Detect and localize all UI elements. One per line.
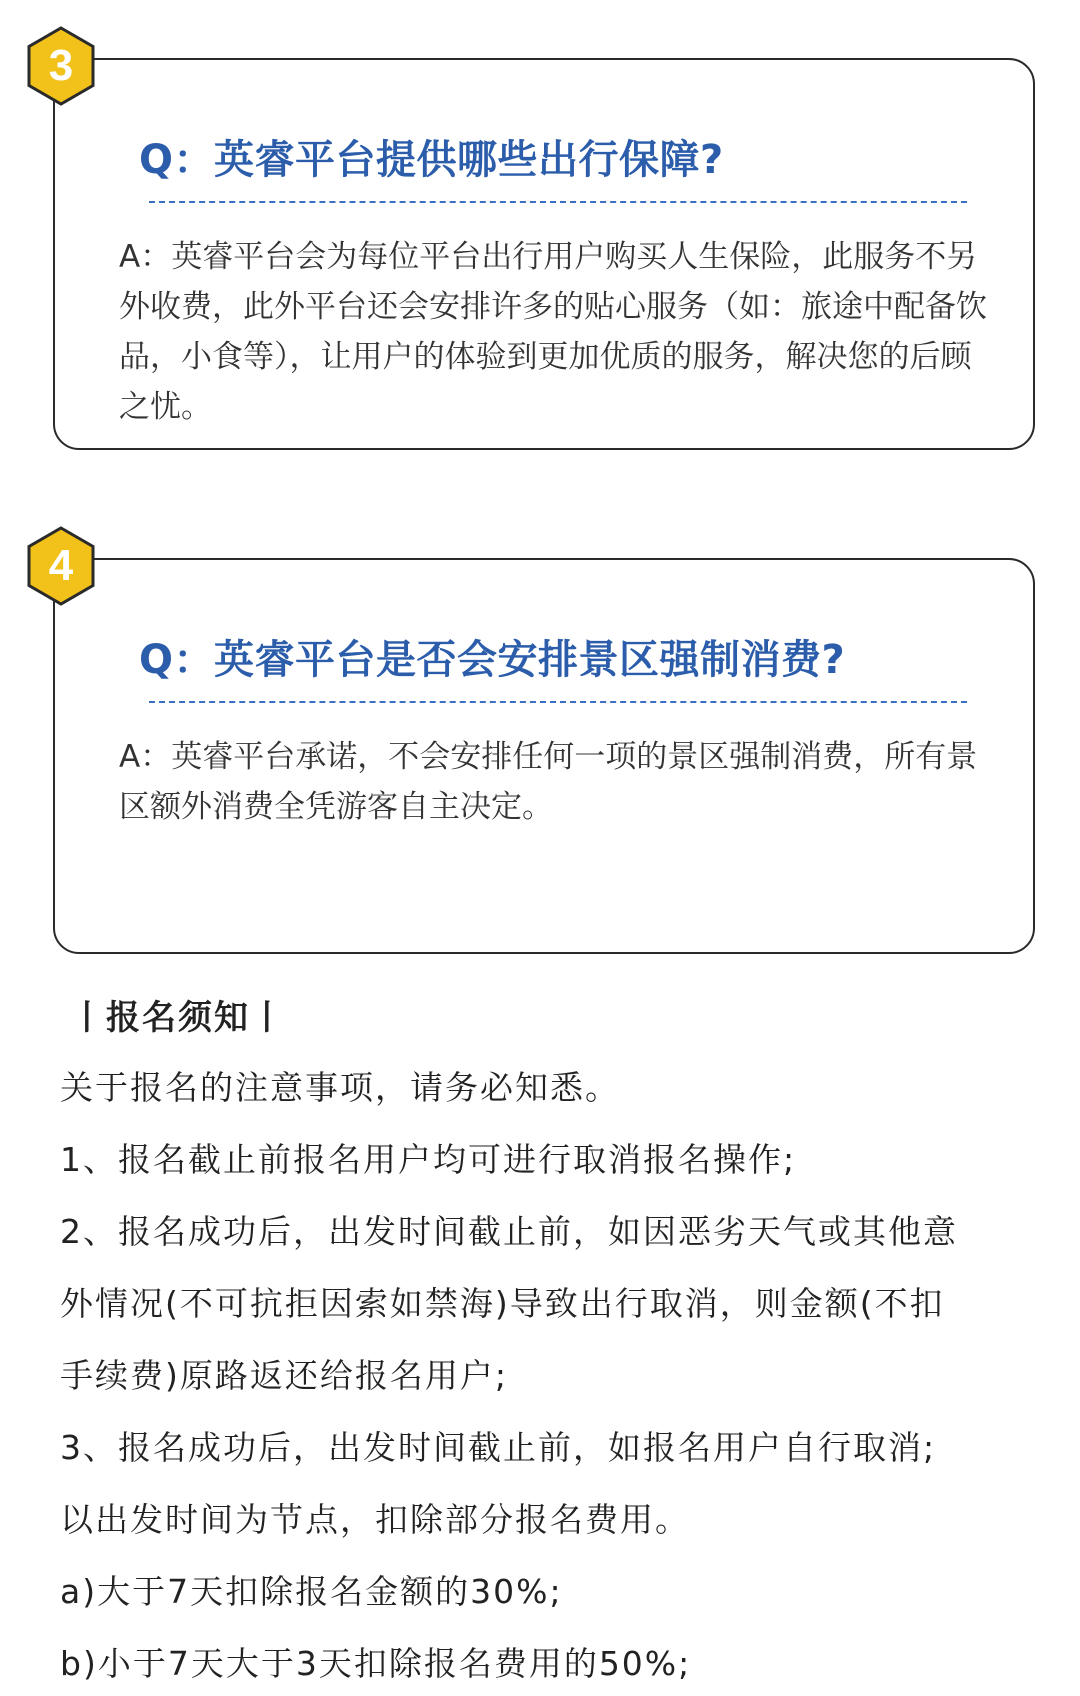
notice-line: 以出发时间为节点，扣除部分报名费用。 xyxy=(60,1500,690,1539)
notice-line: b)小于7天大于3天扣除报名费用的50%; xyxy=(60,1644,692,1683)
badge-number: 4 xyxy=(48,541,74,590)
notice-line: 3、报名成功后，出发时间截止前，如报名用户自行取消; xyxy=(60,1428,937,1467)
notice-line: a)大于7天扣除报名金额的30%; xyxy=(60,1572,563,1611)
faq-card-3 xyxy=(53,58,1035,450)
dashed-divider xyxy=(149,201,967,203)
faq-answer: A：英睿平台会为每位平台出行用户购买人生保险，此服务不另外收费，此外平台还会安排许多的贴心服务（如：旅途中配备饮品，小食等），让用户的体验到更加优质的服务，解决您的后顾之忧。 xyxy=(119,239,987,425)
notice-line: 外情况(不可抗拒因索如禁海)导致出行取消，则金额(不扣 xyxy=(60,1284,945,1323)
faq-answer: A：英睿平台承诺，不会安排任何一项的景区强制消费，所有景区额外消费全凭游客自主决定。 xyxy=(119,739,978,825)
faq-card-4 xyxy=(53,558,1035,954)
notice-line: 手续费)原路返还给报名用户; xyxy=(60,1356,508,1395)
badge-number: 3 xyxy=(48,41,74,90)
notice-line: 1、报名截止前报名用户均可进行取消报名操作; xyxy=(60,1140,797,1179)
faq-question: Q：英睿平台提供哪些出行保障? xyxy=(139,137,724,183)
number-badge-4 xyxy=(25,525,97,607)
number-badge-3 xyxy=(25,25,97,107)
notice-title: 丨报名须知丨 xyxy=(70,998,286,1038)
notice-line: 2、报名成功后，出发时间截止前，如因恶劣天气或其他意 xyxy=(60,1212,958,1251)
notice-line: 关于报名的注意事项，请务必知悉。 xyxy=(60,1068,620,1107)
dashed-divider xyxy=(149,701,967,703)
faq-question: Q：英睿平台是否会安排景区强制消费? xyxy=(139,637,846,683)
